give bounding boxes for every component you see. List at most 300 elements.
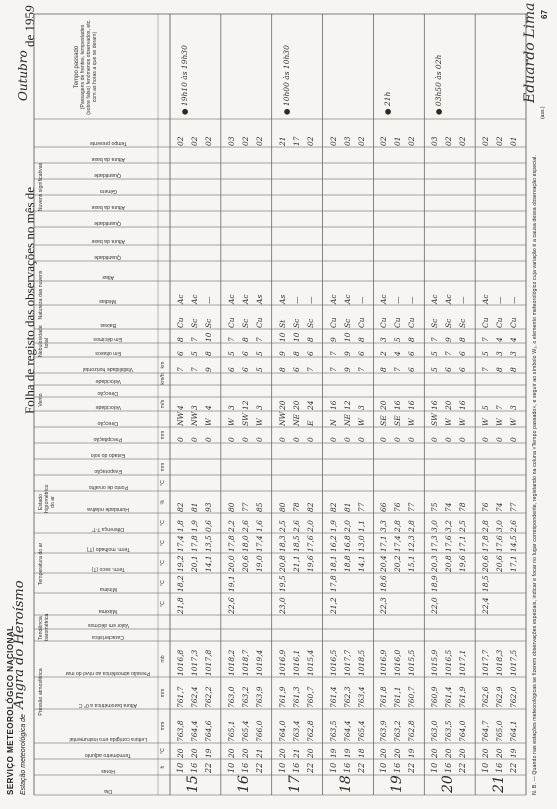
cell-leitura: 765,4 — [240, 720, 250, 742]
column-header-altura: Altura barométrica a 0° C — [78, 702, 138, 708]
cell-leitura: 766,0 — [254, 720, 264, 742]
cell-direccao: W — [444, 418, 454, 426]
cell-pressao: 1017,1 — [458, 649, 468, 676]
form-month: Outubro — [16, 50, 30, 101]
cell-medias: — — [458, 296, 468, 304]
cell-vel: 4 — [176, 405, 185, 410]
cell-baixas: Sc — [190, 318, 199, 328]
cell-vel: 16 — [430, 400, 440, 410]
cell-visib: 9 — [342, 367, 352, 372]
cell-molhado: 17,6 — [305, 535, 315, 552]
cell-pressao: 1015,5 — [407, 649, 417, 676]
cell-altura: 763,4 — [356, 686, 366, 708]
cell-vel: 12 — [342, 400, 352, 410]
cell-altura: 761,1 — [393, 686, 403, 708]
cell-vel: 3 — [190, 405, 199, 410]
cell-termo: 20 — [379, 748, 389, 758]
cell-minima: 18,2 — [176, 575, 185, 592]
cell-altura: 760,7 — [305, 686, 315, 708]
cell-visib: 6 — [444, 367, 454, 372]
cell-humidade: 77 — [509, 502, 519, 512]
cell-seco: 19,6 — [458, 555, 468, 572]
cell-termo: 19 — [509, 748, 519, 758]
cell-altura: 763,9 — [254, 686, 264, 708]
group-header-nuvens_sig: Nuvens significativas — [38, 162, 44, 212]
cell-humidade: 77 — [356, 502, 366, 512]
cell-tempo_presente: 02 — [176, 136, 185, 146]
unit-label: °C — [160, 601, 166, 607]
cell-molhado: 17,6 — [495, 535, 505, 552]
hour-value: 22 — [305, 762, 315, 773]
hour-value: 22 — [509, 762, 519, 773]
column-header-leitura: Leitura corrigida erro instrumental — [69, 736, 147, 742]
column-header-visib: Visibilidade horizontal — [82, 366, 134, 372]
cell-medias: Ac — [328, 294, 338, 304]
cell-humidade: 74 — [444, 502, 454, 512]
cell-termo: 20 — [481, 748, 491, 758]
cell-decimos: 10 — [204, 332, 213, 342]
cell-oitavos: 2 — [379, 351, 389, 356]
cell-humidade: 82 — [176, 502, 185, 512]
cell-decimos: 9 — [328, 337, 338, 342]
group-header-pressao_group: Pressão atmosférica — [38, 668, 44, 716]
hour-value: 10 — [176, 762, 185, 773]
cell-decimos: 5 — [393, 337, 403, 342]
column-header-termo: Termómetro adjunto — [84, 752, 132, 758]
cell-oitavos: 3 — [509, 351, 519, 356]
cell-precip: 0 — [342, 437, 352, 442]
cell-humidade: 74 — [495, 502, 505, 512]
cell-oitavos: 9 — [342, 351, 352, 356]
cell-medias: Ac — [444, 294, 454, 304]
cell-minima: 19,5 — [277, 575, 287, 592]
cell-altura: 761,3 — [291, 686, 301, 708]
unit-label: °C — [160, 560, 166, 566]
cell-molhado: 18,3 — [277, 535, 287, 552]
cell-maxima: 22,0 — [430, 597, 440, 614]
cell-seco: 20,1 — [190, 555, 199, 572]
column-header-pressao: Pressão atmosférica ao nível do mar — [65, 670, 151, 676]
cell-molhado: 18,0 — [240, 535, 250, 552]
group-header-nuvens_dos: Natureza das nuvens — [38, 270, 44, 320]
cell-pressao: 1016,0 — [393, 649, 403, 676]
cell-leitura: 763,8 — [176, 720, 185, 742]
cell-diferenca: 2,6 — [509, 520, 519, 532]
cell-precip: 0 — [277, 437, 287, 442]
cell-pressao: 1018,3 — [495, 649, 505, 676]
cell-leitura: 764,0 — [458, 720, 468, 742]
cell-medias: As — [277, 294, 287, 304]
cell-visib: 7 — [176, 367, 185, 372]
cell-direccao: NE — [342, 413, 352, 426]
cell-direccao: SE — [379, 415, 389, 426]
column-header-solo: Estado do solo — [90, 452, 126, 458]
cell-pressao: 1015,4 — [305, 649, 315, 676]
cell-pressao: 1016,5 — [328, 649, 338, 676]
cell-altura: 762,3 — [342, 686, 352, 708]
cell-precip: 0 — [190, 437, 199, 442]
hour-value: 10 — [328, 762, 338, 773]
cell-direccao: W — [458, 418, 468, 426]
cell-leitura: 765,4 — [356, 720, 366, 742]
cell-baixas: Cu — [495, 317, 505, 328]
cell-direccao: W — [226, 418, 236, 426]
cell-precip: 0 — [305, 437, 315, 442]
column-header-orvalho: Ponto de orvalho — [88, 484, 128, 490]
cell-oitavos: 9 — [277, 351, 287, 356]
cell-pressao: 1016,5 — [444, 649, 454, 676]
cell-vel: 16 — [407, 400, 417, 410]
unit-label: mm — [160, 721, 166, 731]
unit-label: mm — [160, 462, 166, 472]
hour-value: 16 — [393, 762, 403, 773]
column-header-massa_h: Altura da base — [91, 238, 125, 244]
column-header-massa_q: Quantidade — [94, 254, 122, 260]
cell-medias: Ac — [379, 294, 389, 304]
cell-medias: Ac — [342, 294, 352, 304]
cell-direccao: W — [495, 418, 505, 426]
cell-medias: Ac — [226, 294, 236, 304]
cell-diferenca: 3,0 — [430, 520, 440, 532]
cell-precip: 0 — [393, 437, 403, 442]
unit-label: °C — [160, 540, 166, 546]
cell-decimos: 7 — [254, 337, 264, 342]
cell-pressao: 1015,9 — [430, 649, 440, 676]
column-header-medias: Médias — [99, 298, 117, 304]
cell-visib: 7 — [393, 367, 403, 372]
cell-humidade: 76 — [481, 502, 491, 512]
cell-diferenca: 3,3 — [379, 520, 389, 532]
cell-humidade: 81 — [190, 502, 199, 512]
cell-baixas: Sc — [458, 318, 468, 328]
cell-maxima: 23,0 — [277, 597, 287, 614]
cell-oitavos: 5 — [226, 351, 236, 356]
cell-seco: 20,6 — [240, 555, 250, 572]
cell-tempo_presente: 21 — [277, 136, 287, 146]
column-header-velr: Velocidade — [95, 378, 121, 384]
footnote: N. B. — Quando nas estações meteorológicas se fizerem observações especiais, indicar e focar no lugar correspondente, registando na coluna «Tempo passado», e seguir ao símbolo W₂, o elemento meteorológico cuja variação é a causa dessa observação especial. — [532, 155, 538, 795]
cell-diferenca: 2,0 — [342, 520, 352, 532]
hour-value: 22 — [204, 762, 213, 773]
cell-visib: 7 — [190, 367, 199, 372]
day-number: 18 — [338, 775, 354, 793]
cell-diferenca: 2,6 — [240, 520, 250, 532]
cell-medias: — — [393, 296, 403, 304]
cell-precip: 0 — [356, 437, 366, 442]
cell-termo: 20 — [393, 748, 403, 758]
cell-seco: 20,8 — [277, 555, 287, 572]
cell-seco: 20,4 — [379, 555, 389, 572]
cell-baixas: Cu — [226, 317, 236, 328]
cell-precip: 0 — [407, 437, 417, 442]
cell-humidade: 78 — [291, 502, 301, 512]
cell-altura: 761,8 — [379, 686, 389, 708]
cell-molhado: 17,8 — [190, 535, 199, 552]
cell-visib: 5 — [254, 367, 264, 372]
cell-seco: 15,1 — [407, 555, 417, 572]
cell-pressao: 1017,3 — [190, 649, 199, 676]
cell-altura: 763,0 — [226, 686, 236, 708]
cell-pressao: 1016,9 — [379, 649, 389, 676]
column-header-decimosneb: Em décimos — [93, 336, 123, 342]
hour-value: 16 — [190, 762, 199, 773]
unit-label: mm — [160, 688, 166, 698]
signature-label: (ass.) — [540, 106, 546, 119]
cell-seco: 20,3 — [430, 555, 440, 572]
cell-oitavos: 5 — [430, 351, 440, 356]
cell-tempo_presente: 02 — [190, 136, 199, 146]
cell-direccao: W — [407, 418, 417, 426]
cell-tempo_presente: 02 — [204, 136, 213, 146]
cell-tempo_presente: 02 — [328, 136, 338, 146]
cell-seco: 17,1 — [509, 555, 519, 572]
cell-visib: 9 — [204, 367, 213, 372]
cell-humidade: 77 — [240, 502, 250, 512]
cell-humidade: 85 — [254, 502, 264, 512]
cell-oitavos: 4 — [393, 351, 403, 356]
cell-termo: 20 — [458, 748, 468, 758]
cell-humidade: 75 — [430, 502, 440, 512]
column-header-altas: Altas — [102, 274, 114, 280]
cell-termo: 19 — [328, 748, 338, 758]
cell-leitura: 764,7 — [481, 720, 491, 742]
column-header-diferenca: Diferença T-T′ — [91, 526, 125, 532]
cell-seco: 19,2 — [176, 555, 185, 572]
cell-visib: 8 — [379, 367, 389, 372]
unit-label: °C — [160, 748, 166, 754]
cell-decimos: 10 — [342, 332, 352, 342]
day-number: 20 — [439, 775, 456, 793]
cell-altura: 762,0 — [509, 686, 519, 708]
cell-tempo_presente: 02 — [407, 136, 417, 146]
unit-label: % — [160, 499, 166, 505]
cell-molhado: 12,3 — [407, 535, 417, 552]
cell-baixas: Sc — [240, 318, 250, 328]
day-number: 17 — [287, 775, 304, 793]
cell-direccao: W — [254, 418, 264, 426]
cell-baixas: Cu — [509, 317, 519, 328]
cell-baixas: Cu — [254, 317, 264, 328]
cell-humidade: 66 — [379, 502, 389, 512]
cell-tempo_presente: 02 — [356, 136, 366, 146]
cell-seco: 21,1 — [291, 555, 301, 572]
cell-altura: 761,4 — [328, 686, 338, 708]
cell-visib: 5 — [430, 367, 440, 372]
cell-vel: 24 — [305, 400, 315, 410]
cell-minima: 18,6 — [379, 575, 389, 592]
group-header-nebulosidade: Nebulosidade total — [38, 325, 50, 357]
column-header-tempo_presente: Tempo presente — [89, 140, 127, 146]
hour-value: 10 — [481, 762, 491, 773]
cell-maxima: 21,8 — [176, 597, 185, 614]
day-number: 15 — [185, 775, 202, 793]
cell-visib: 7 — [328, 367, 338, 372]
cell-termo: 20 — [226, 748, 236, 758]
cell-tempo_presente: 01 — [509, 136, 519, 146]
cell-molhado: 17,8 — [481, 535, 491, 552]
cell-precip: 0 — [458, 437, 468, 442]
cell-direccao: NW — [277, 411, 287, 426]
cell-humidade: 82 — [328, 502, 338, 512]
cell-direccao: W — [204, 418, 213, 426]
cell-baixas: Sc — [204, 318, 213, 328]
cell-decimos: 4 — [495, 337, 505, 342]
cell-leitura: 765,0 — [495, 720, 505, 742]
cell-minima: 18,5 — [481, 575, 491, 592]
cell-medias: Ac — [430, 294, 440, 304]
cell-altura: 762,2 — [204, 686, 213, 708]
cell-tempo_presente: 02 — [305, 136, 315, 146]
cell-decimos: 10 — [291, 332, 301, 342]
cell-humidade: 93 — [204, 502, 213, 512]
cell-pressao: 1018,2 — [226, 649, 236, 676]
hour-value: 10 — [379, 762, 389, 773]
column-header-horas: Horas — [101, 768, 115, 774]
cell-visib: 6 — [291, 367, 301, 372]
cell-diferenca: 1,8 — [176, 520, 185, 532]
cell-pressao: 1019,4 — [254, 649, 264, 676]
cell-pressao: 1017,5 — [509, 649, 519, 676]
cell-pressao: 1017,7 — [481, 649, 491, 676]
cell-termo: 20 — [277, 748, 287, 758]
unit-label: h — [160, 765, 166, 769]
cell-termo: 20 — [305, 748, 315, 758]
cell-visib: 6 — [407, 367, 417, 372]
cell-diferenca: 1,9 — [190, 520, 199, 532]
cell-vel: 16 — [328, 400, 338, 410]
cell-direccao: NE — [291, 413, 301, 426]
day-number: 19 — [388, 775, 405, 793]
unit-label: km/h — [160, 373, 166, 385]
cell-termo: 20 — [190, 748, 199, 758]
cell-humidade: 81 — [342, 502, 352, 512]
cell-direccao: W — [356, 418, 366, 426]
cell-baixas: Sc — [291, 318, 301, 328]
cell-pressao: 1018,5 — [356, 649, 366, 676]
cell-oitavos: 6 — [458, 351, 468, 356]
cell-direccao: SE — [393, 415, 403, 426]
column-header-evaporacao: Evaporação — [94, 468, 122, 474]
cell-seco: 19,6 — [305, 555, 315, 572]
cell-decimos: 8 — [458, 337, 468, 342]
column-header-sig_h: Altura da base — [91, 204, 125, 210]
cell-altura: 761,7 — [176, 686, 185, 708]
cell-oitavos: 5 — [481, 351, 491, 356]
hour-value: 22 — [254, 762, 264, 773]
cell-precip: 0 — [240, 437, 250, 442]
cell-altura: 761,9 — [458, 686, 468, 708]
cell-medias: — — [407, 296, 417, 304]
cell-maxima: 22,4 — [481, 597, 491, 614]
form-year: de 1959 — [22, 5, 37, 47]
cell-decimos: 4 — [509, 337, 519, 342]
column-header-vel: Velocidade — [95, 404, 121, 410]
cell-vel: 20 — [277, 400, 287, 410]
cell-oitavos: 5 — [190, 351, 199, 356]
column-header-dirr: Direcção — [97, 390, 119, 396]
cell-medias: Ac — [481, 294, 491, 304]
cell-oitavos: 8 — [204, 351, 213, 356]
service-name: SERVIÇO METEOROLÓGICO NACIONAL — [6, 625, 15, 795]
cell-leitura: 764,0 — [277, 720, 287, 742]
cell-maxima: 21,2 — [328, 597, 338, 614]
cell-tempo-passado: ● 21h — [383, 91, 393, 115]
cell-altura: 762,6 — [481, 686, 491, 708]
cell-diferenca: 3,2 — [444, 520, 454, 532]
cell-vel: 20 — [291, 400, 301, 410]
cell-diferenca: 2,8 — [407, 520, 417, 532]
cell-decimos: 8 — [305, 337, 315, 342]
cell-leitura: 764,6 — [204, 720, 213, 742]
cell-tempo-passado: ● 10h00 às 10h30 — [281, 45, 291, 115]
unit-label: °C — [160, 480, 166, 486]
cell-pressao: 1017,8 — [204, 649, 213, 676]
cell-medias: As — [254, 294, 264, 304]
column-header-decimos: Valor em décimos — [87, 622, 129, 628]
cell-tempo_presente: 01 — [393, 136, 403, 146]
cell-leitura: 764,1 — [509, 720, 519, 742]
cell-molhado: 13,0 — [356, 535, 366, 552]
cell-diferenca: 2,0 — [305, 520, 315, 532]
cell-diferenca: 1,1 — [356, 520, 366, 532]
hour-value: 16 — [240, 762, 250, 773]
column-header-humidade: Humidade relativa — [87, 506, 129, 512]
column-header-minima: Mínima — [99, 586, 117, 592]
group-header-tendencia: Tendência barométrica — [38, 613, 50, 641]
cell-medias: — — [356, 296, 366, 304]
cell-baixas: Cu — [176, 317, 185, 328]
cell-oitavos: 8 — [291, 351, 301, 356]
cell-visib: 6 — [240, 367, 250, 372]
cell-direccao: E — [305, 420, 315, 426]
cell-maxima: 22,3 — [379, 597, 389, 614]
cell-diferenca: 2,8 — [393, 520, 403, 532]
cell-precip: 0 — [176, 437, 185, 442]
cell-vel: 12 — [240, 400, 250, 410]
cell-tempo_presente: 03 — [226, 136, 236, 146]
cell-tempo_presente: 02 — [481, 136, 491, 146]
cell-tempo-passado: ● 19h10 às 19h30 — [180, 45, 189, 115]
cell-diferenca: 1,6 — [254, 520, 264, 532]
cell-leitura: 764,4 — [342, 720, 352, 742]
cell-precip: 0 — [226, 437, 236, 442]
cell-decimos: 9 — [444, 337, 454, 342]
cell-minima: 17,8 — [328, 575, 338, 592]
cell-tempo_presente: 02 — [495, 136, 505, 146]
unit-label: °C — [160, 580, 166, 586]
cell-medias: Ac — [240, 294, 250, 304]
cell-leitura: 763,5 — [444, 720, 454, 742]
cell-humidade: 82 — [305, 502, 315, 512]
cell-precip: 0 — [254, 437, 264, 442]
cell-baixas: Cu — [356, 317, 366, 328]
cell-baixas: Cu — [393, 317, 403, 328]
cell-leitura: 763,0 — [430, 720, 440, 742]
cell-termo: 20 — [240, 748, 250, 758]
cell-molhado: 16,8 — [342, 535, 352, 552]
cell-tempo_presente: 02 — [254, 136, 264, 146]
cell-visib: 8 — [495, 367, 505, 372]
cell-vel: 20 — [444, 400, 454, 410]
column-header-baixas: Baixas — [100, 322, 116, 328]
cell-minima: 19,1 — [226, 575, 236, 592]
cell-termo: 21 — [291, 748, 301, 758]
tempo-passado-title: Tempo passado — [74, 45, 80, 89]
cell-visib: 6 — [226, 367, 236, 372]
cell-diferenca: 2,5 — [458, 520, 468, 532]
hour-value: 22 — [356, 762, 366, 773]
column-header-direccao: Direcção — [97, 420, 119, 426]
